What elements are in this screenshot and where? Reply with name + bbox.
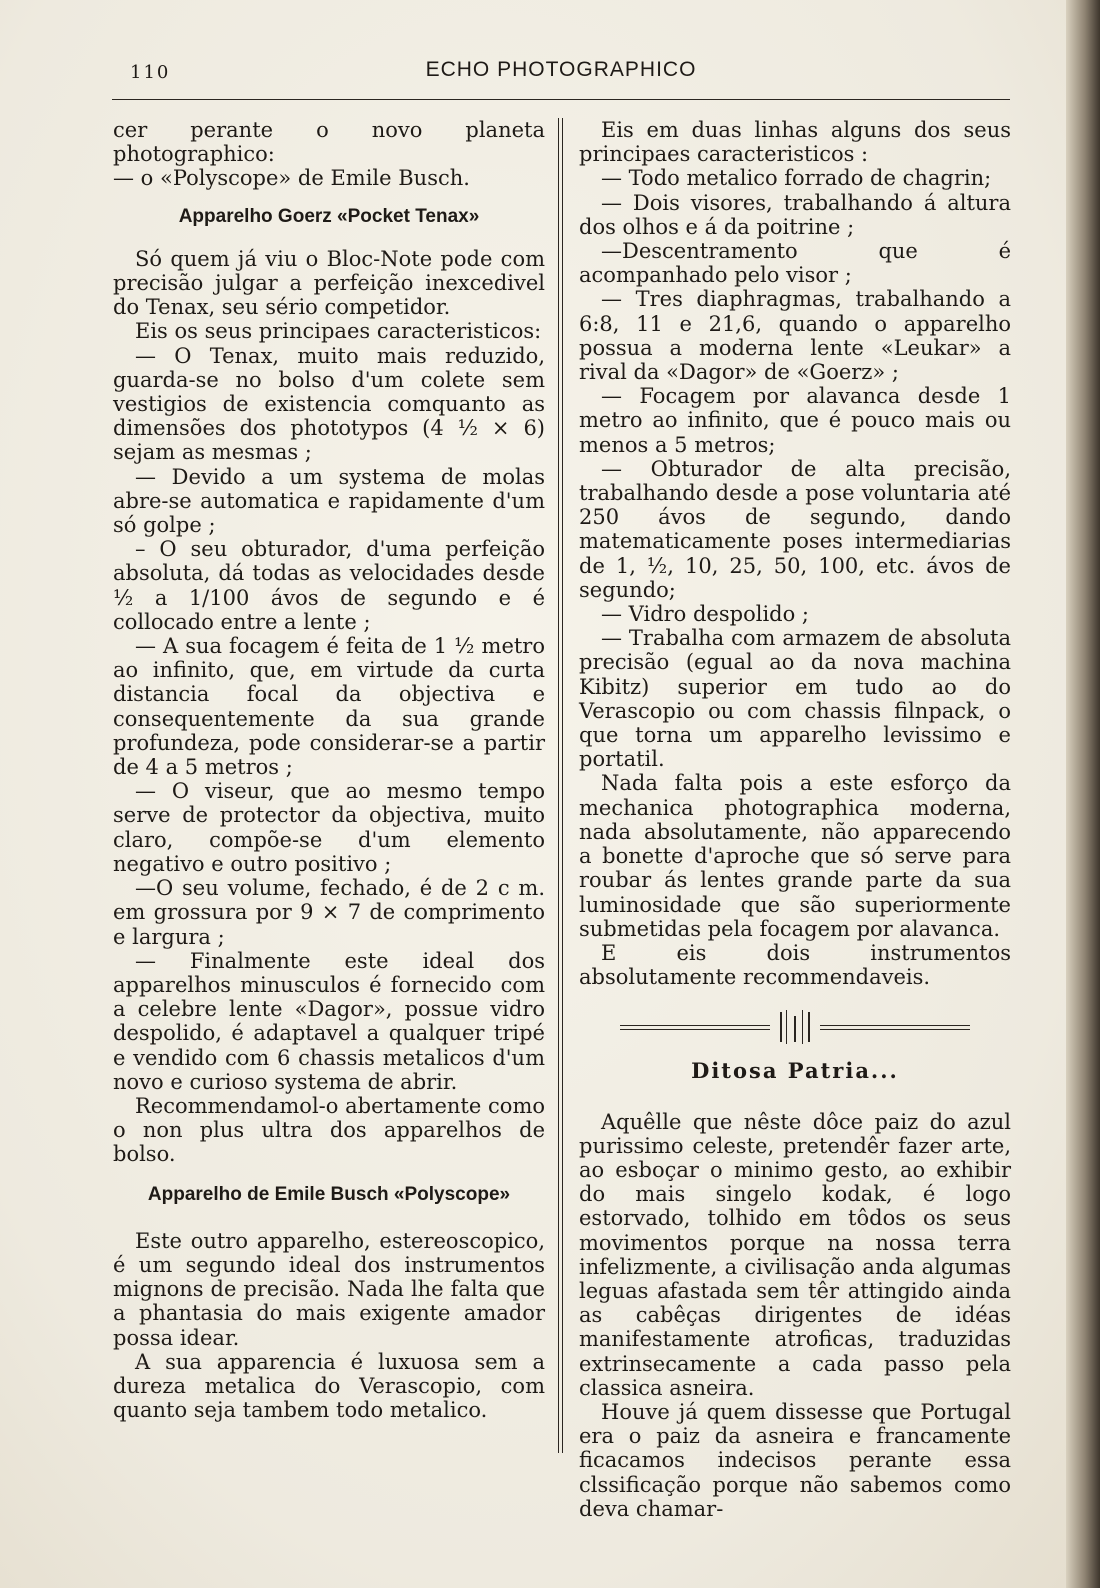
- intro-line: cer perante o novo planeta photographico:: [113, 118, 545, 167]
- page-number: 110: [130, 62, 171, 83]
- paragraph: — Tres diaphragmas, trabalhando a 6:8, 11 e 21,6, quando o apparelho possua a moderna lente «Leukar» a rival da «Dagor» de «Goerz» ;: [579, 287, 1011, 385]
- paragraph: — Trabalha com armazem de absoluta precisão (egual ao da nova machina Kibitz) superior em tudo ao do Verascopio ou com chassis filnpack, o que torna um apparelho levissimo e portatil.: [579, 626, 1011, 772]
- left-column: [113, 118, 545, 1422]
- paragraph: Recommendamol-o abertamente como o non plus ultra dos apparelhos de bolso.: [113, 1093, 545, 1167]
- paragraph: A sua apparencia é luxuosa sem a dureza metalica do Verascopio, com quanto seja tambem todo metalico.: [113, 1349, 545, 1423]
- ornament-flourish: [774, 1008, 816, 1046]
- paragraph: — Todo metalico forrado de chagrin;: [601, 166, 992, 191]
- paragraph: — Vidro despolido ;: [601, 602, 809, 627]
- paragraph: Eis em duas linhas alguns dos seus principaes caracteristicos :: [579, 118, 1011, 167]
- paragraph: —O seu volume, fechado, é de 2 c m. em grossura por 9 × 7 de comprimento e largura ;: [113, 876, 545, 949]
- journal-title: ECHO PHOTOGRAPHICO: [425, 58, 697, 81]
- paragraph: Houve já quem dissesse que Portugal era o paiz da asneira e francamente ficacamos indecisos perante essa clssificação porque não sabemos como deva chamar-: [579, 1399, 1011, 1521]
- section-title: Ditosa Patria...: [691, 1058, 899, 1084]
- heading-tenax: Apparelho Goerz «Pocket Tenax»: [178, 205, 480, 227]
- paragraph: Eis os seus principaes caracteristicos:: [135, 319, 542, 344]
- paragraph: — Devido a um systema de molas abre-se automatica e rapidamente d'um só golpe ;: [113, 464, 545, 538]
- paragraph: Este outro apparelho, estereoscopico, é um segundo ideal dos instrumentos mignons de precisão. Nada lhe falta que a phantasia do mais exigente amador possa idear.: [113, 1228, 545, 1350]
- heading-polyscope: Apparelho de Emile Busch «Polyscope»: [147, 1183, 511, 1205]
- paragraph: Aquêlle que nêste dôce paiz do azul purissimo celeste, pretendêr fazer arte, ao esboçar o minimo gesto, ao exhibir do mais singelo kodak, é logo estorvado, tolhido em tôdos os seus movimentos porque na nossa terra infelizmente, a civilisação anda algumas leguas afastada sem têr attingido ainda as cabêças dirigentes de idéas manifestamente atroficas, traduzidas extrinsecamente a cada passo pela classica asneira.: [579, 1109, 1011, 1400]
- paragraph: — Obturador de alta precisão, trabalhando desde a pose voluntaria até 250 ávos de segundo, dando matematicamente poses intermediarias de 1, ½, 10, 25, 50, 100, etc. ávos de segundo;: [579, 456, 1011, 602]
- right-column: [579, 118, 1011, 1521]
- paragraph: — Focagem por alavanca desde 1 metro ao infinito, que é pouco mais ou menos a 5 metros;: [579, 384, 1011, 457]
- paragraph: E eis dois instrumentos absolutamente recommendaveis.: [579, 940, 1011, 990]
- paragraph: — A sua focagem é feita de 1 ½ metro ao infinito, que, em virtude da curta distancia focal da objectiva e consequentemente da sua grande profundeza, pode considerar-se a partir de 4 a 5 metros ;: [113, 634, 545, 780]
- section-ornament: [579, 1007, 1011, 1047]
- running-head: [112, 58, 1010, 88]
- ornament-rule-left: [620, 1025, 770, 1030]
- page-edge-shadow: [1066, 0, 1100, 1588]
- paragraph: — Finalmente este ideal dos apparelhos minusculos é fornecido com a celebre lente «Dagor», possue vidro despolido, é adaptavel a qualquer tripé e vendido com 6 chassis metalicos d'um novo e curioso systema de abrir.: [113, 948, 545, 1094]
- column-divider: [558, 118, 563, 1453]
- paragraph: — O Tenax, muito mais reduzido, guarda-se no bolso d'um colete sem vestigios de existencia comquanto as dimensões dos phototypos (4 ½ × 6) sejam as mesmas ;: [113, 343, 545, 465]
- ornament-rule-right: [820, 1025, 970, 1030]
- paragraph: Nada falta pois a este esforço da mechanica photographica moderna, nada absolutamente, não apparecendo a bonette d'aproche que só serve para roubar ás lentes grande parte da sua luminosidade que são superiormente submetidas pela focagem por alavanca.: [579, 771, 1011, 941]
- paragraph: — Dois visores, trabalhando á altura dos olhos e á da poitrine ;: [579, 190, 1011, 239]
- paragraph: Só quem já viu o Bloc-Note pode com precisão julgar a perfeição inexcedivel do Tenax, seu sério competidor.: [113, 246, 545, 320]
- intro-line: — o «Polyscope» de Emile Busch.: [113, 166, 470, 191]
- paragraph: — O viseur, que ao mesmo tempo serve de protector da objectiva, muito claro, compõe-se d'um elemento negativo e outro positivo ;: [113, 779, 545, 876]
- paragraph: —Descentramento que é acompanhado pelo visor ;: [579, 239, 1011, 288]
- header-rule: [112, 99, 1010, 100]
- paragraph: – O seu obturador, d'uma perfeição absoluta, dá todas as velocidades desde ½ a 1/100 ávos de segundo e é collocado entre a lente ;: [113, 537, 545, 634]
